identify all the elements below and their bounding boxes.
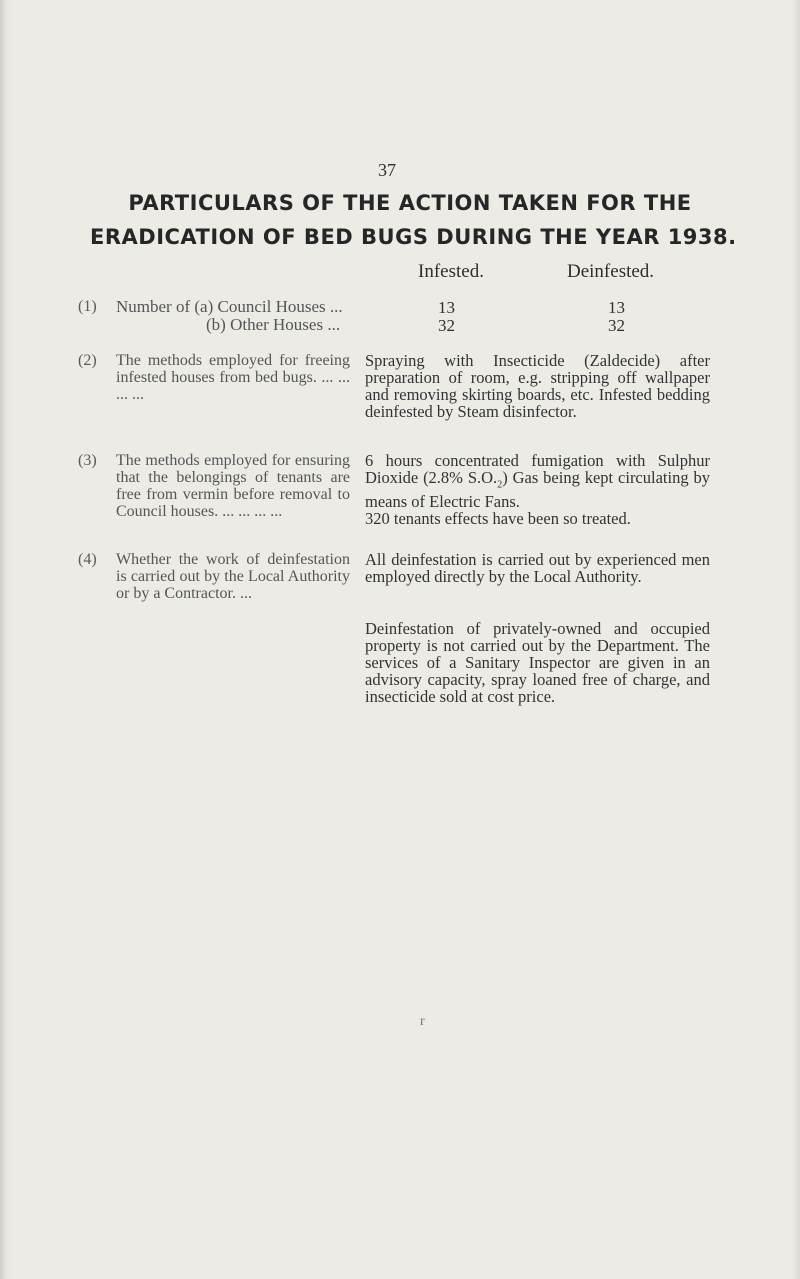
other-houses-deinfested: 32 [608,316,625,335]
item-3-number: (3) [78,452,97,469]
council-houses-infested: 13 [438,298,455,317]
item-4-answer: All deinfestation is carried out by experienced men employed directly by the Local Authority. [365,550,710,586]
item-3-answer [365,452,710,527]
page-edge-left [0,0,14,1279]
item-1-number: (1) [78,298,97,315]
item-4-question: Whether the work of deinfestation is carried out by the Local Authority or by a Contractor. ... [116,551,350,602]
item-4-number: (4) [78,551,97,568]
page-number: 37 [378,160,396,180]
stray-mark: r [420,1014,425,1029]
heading-line-2: ERADICATION OF BED BUGS DURING THE YEAR 1938. [90,225,737,249]
item-3-question: The methods employed for ensuring that the belongings of tenants are free from vermin before removal to Council houses. ... ... ... ... [116,452,350,520]
item-2-question: The methods employed for freeing infested houses from bed bugs. ... ... ... ... [116,352,350,403]
page-edge-right [792,0,800,1279]
item-3-answer-line-2: ) Gas being kept circulating by means of Electric Fans. [365,468,710,512]
item-4-answer-extra: Deinfestation of privately-owned and occupied property is not carried out by the Department. The services of a Sanitary Inspector are given in an advisory capacity, spray loaned free of charge, and insecticide sold at cost price. [365,619,710,706]
item-3-answer-subscript: 2 [497,479,503,491]
item-1-line-a: Number of (a) Council Houses ... [116,297,343,316]
item-3-answer-line-3: 320 tenants effects have been so treated. [365,509,631,529]
page-heading [90,186,737,254]
item-1-line-b: (b) Other Houses ... [206,315,341,334]
item-2-answer: Spraying with Insecticide (Zaldecide) after preparation of room, e.g. stripping off wallpaper and removing skirting boards, etc. Infested bedding deinfested by Steam disinfector. [365,351,710,421]
item-2-number: (2) [78,352,97,369]
heading-line-1: PARTICULARS OF THE ACTION TAKEN FOR THE [128,191,692,215]
item-3-answer-line-1: 6 hours concentrated fumigation with Sulphur Dioxide (2.8% S.O. [365,451,710,487]
column-header-deinfested: Deinfested. [567,261,655,282]
council-houses-deinfested: 13 [608,298,625,317]
column-header-infested: Infested. [418,261,484,282]
other-houses-infested: 32 [438,316,455,335]
